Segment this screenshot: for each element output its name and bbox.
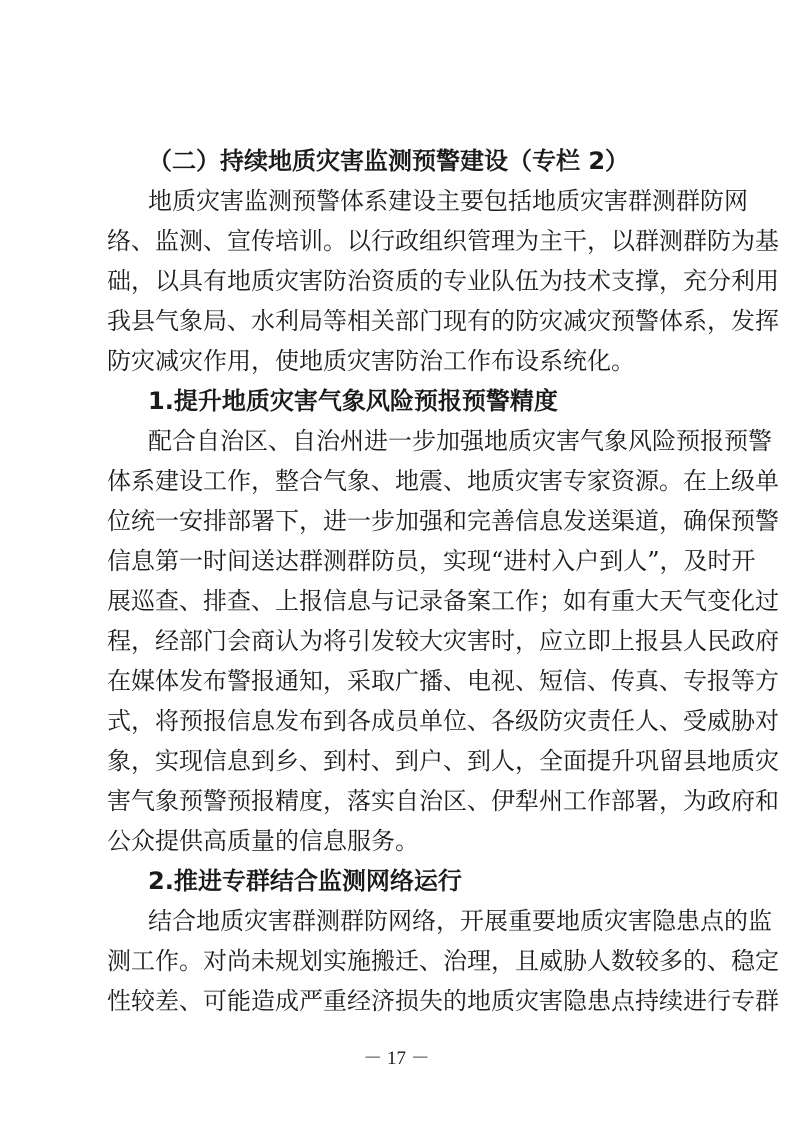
paragraph-1-line: 式，将预报信息发布到各成员单位、各级防灾责任人、受威胁对 (107, 707, 779, 735)
paragraph-1-line: 在媒体发布警报通知，采取广播、电视、短信、传真、专报等方 (107, 667, 779, 695)
paragraph-1-line: 位统一安排部署下，进一步加强和完善信息发送渠道，确保预警 (107, 507, 779, 535)
paragraph-1-line: 展巡查、排查、上报信息与记录备案工作；如有重大天气变化过 (107, 587, 779, 615)
intro-line: 础，以具有地质灾害防治资质的专业队伍为技术支撑，充分利用 (107, 267, 779, 295)
paragraph-1-line: 害气象预警预报精度，落实自治区、伊犁州工作部署，为政府和 (107, 787, 779, 815)
subheading-2: 2.推进专群结合监测网络运行 (148, 867, 462, 895)
intro-line: 防灾减灾作用，使地质灾害防治工作布设系统化。 (107, 347, 635, 375)
subheading-1: 1.提升地质灾害气象风险预报预警精度 (148, 387, 558, 415)
paragraph-1-line: 公众提供高质量的信息服务。 (107, 827, 419, 855)
paragraph-2-line: 性较差、可能造成严重经济损失的地质灾害隐患点持续进行专群 (107, 987, 779, 1015)
paragraph-2-line: 结合地质灾害群测群防网络，开展重要地质灾害隐患点的监 (148, 907, 772, 935)
paragraph-2-line: 测工作。对尚未规划实施搬迁、治理，且威胁人数较多的、稳定 (107, 947, 779, 975)
paragraph-1-line: 信息第一时间送达群测群防员，实现“进村入户到人”，及时开 (107, 547, 756, 575)
intro-line: 络、监测、宣传培训。以行政组织管理为主干，以群测群防为基 (107, 227, 779, 255)
page-number: － 17 － (363, 1048, 430, 1069)
intro-line: 我县气象局、水利局等相关部门现有的防灾减灾预警体系，发挥 (107, 307, 779, 335)
section-heading: （二）持续地质灾害监测预警建设（专栏 2） (148, 147, 630, 175)
paragraph-1-line: 配合自治区、自治州进一步加强地质灾害气象风险预报预警 (148, 427, 772, 455)
paragraph-1-line: 象，实现信息到乡、到村、到户、到人，全面提升巩留县地质灾 (107, 747, 779, 775)
intro-line: 地质灾害监测预警体系建设主要包括地质灾害群测群防网 (148, 187, 748, 215)
paragraph-1-line: 程，经部门会商认为将引发较大灾害时，应立即上报县人民政府 (107, 627, 779, 655)
paragraph-1-line: 体系建设工作，整合气象、地震、地质灾害专家资源。在上级单 (107, 467, 779, 495)
